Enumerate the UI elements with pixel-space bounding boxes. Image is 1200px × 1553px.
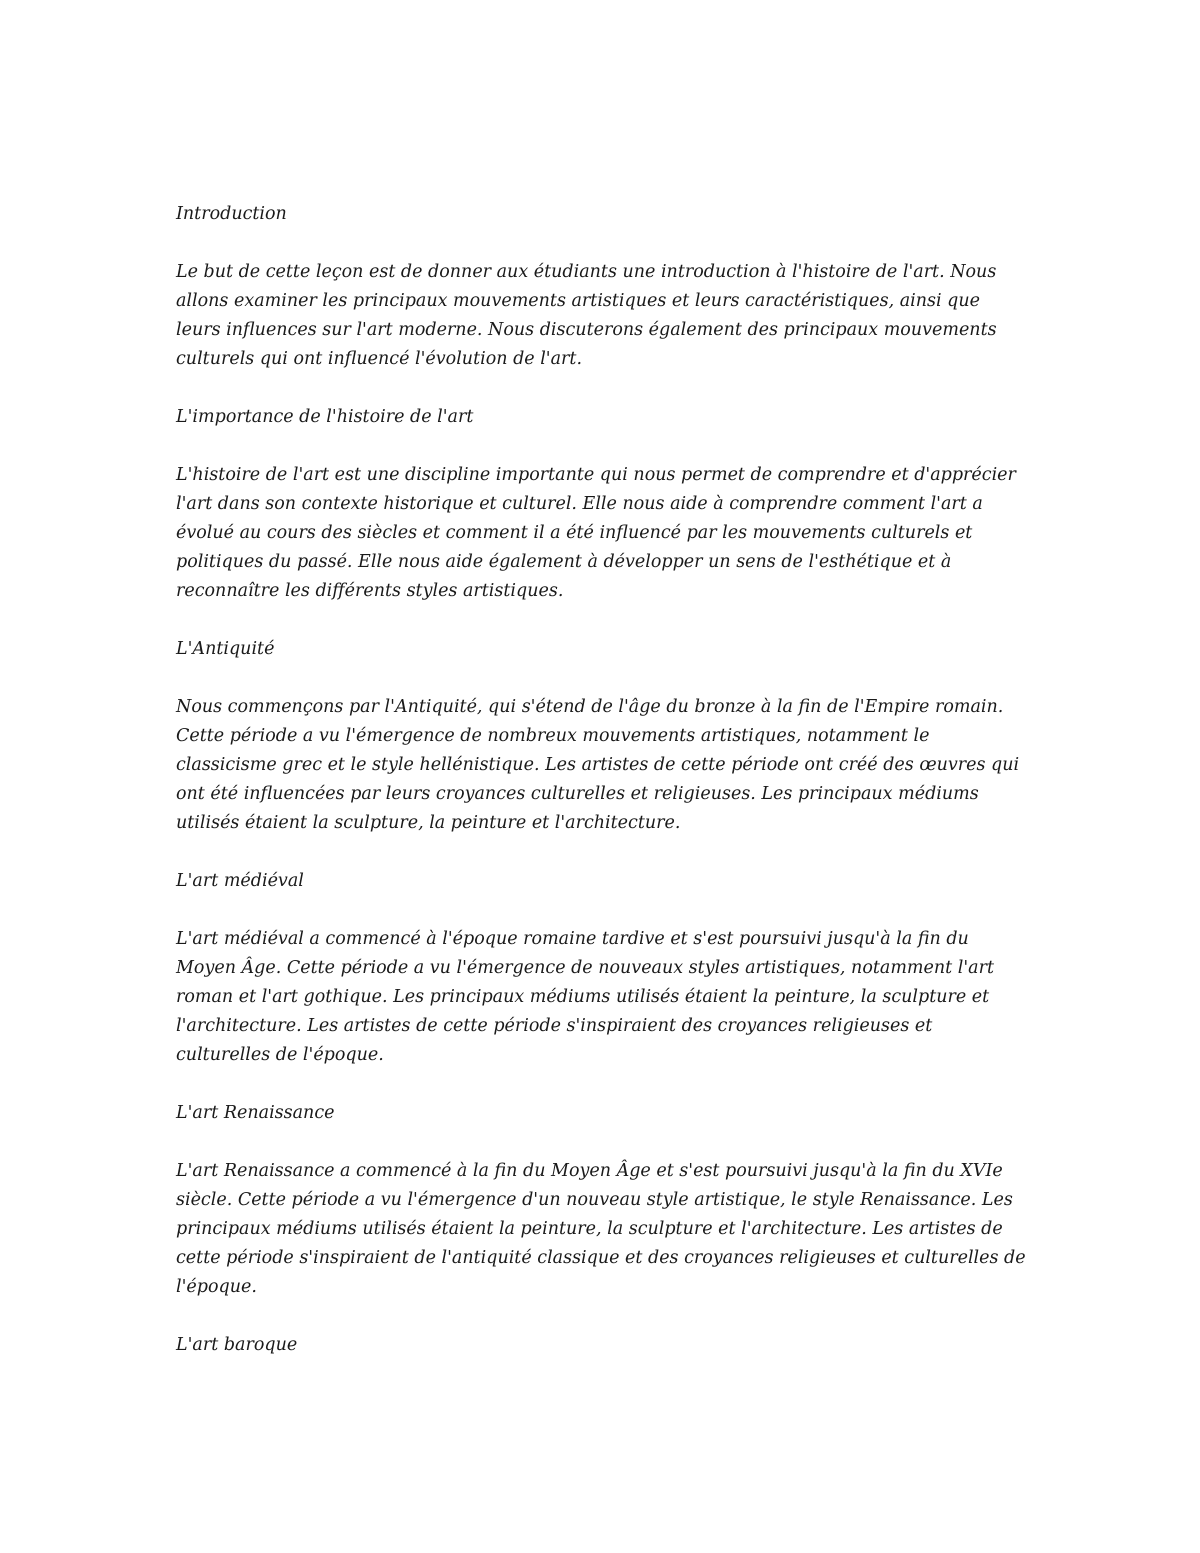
section-paragraph: L'art médiéval a commencé à l'époque romaine tardive et s'est poursuivi jusqu'à la fin du Moyen Âge. Cette période a vu l'émergence de nouveaux styles artistiques, notamment l'art roman et l'art gothique. Les principaux médiums utilisés étaient la peinture, la sculpture et l'architecture. Les artistes de cette période s'inspiraient des croyances religieuses et culturelles de l'époque. xyxy=(176,929,994,1065)
section-heading: L'art Renaissance xyxy=(176,1103,335,1123)
section-paragraph: L'histoire de l'art est une discipline importante qui nous permet de comprendre et d'apprécier l'art dans son contexte historique et culturel. Elle nous aide à comprendre comment l'art a évolué au cours des siècles et comment il a été influencé par les mouvements culturels et politiques du passé. Elle nous aide également à développer un sens de l'esthétique et à reconnaître les différents styles artistiques. xyxy=(176,465,1016,601)
document-content xyxy=(176,200,1026,1389)
section-paragraph: Le but de cette leçon est de donner aux étudiants une introduction à l'histoire de l'art. Nous allons examiner les principaux mouvements artistiques et leurs caractéristiques, ainsi que leurs influences sur l'art moderne. Nous discuterons également des principaux mouvements culturels qui ont influencé l'évolution de l'art. xyxy=(176,262,997,369)
section-heading: L'Antiquité xyxy=(176,639,275,659)
section-heading: L'art baroque xyxy=(176,1335,298,1355)
section-paragraph: Nous commençons par l'Antiquité, qui s'étend de l'âge du bronze à la fin de l'Empire romain. Cette période a vu l'émergence de nombreux mouvements artistiques, notamment le classicisme grec et le style hellénistique. Les artistes de cette période ont créé des œuvres qui ont été influencées par leurs croyances culturelles et religieuses. Les principaux médiums utilisés étaient la sculpture, la peinture et l'architecture. xyxy=(176,697,1020,833)
section-heading: L'art médiéval xyxy=(176,871,304,891)
section-heading: Introduction xyxy=(176,204,287,224)
section-paragraph: L'art Renaissance a commencé à la fin du Moyen Âge et s'est poursuivi jusqu'à la fin du XVIe siècle. Cette période a vu l'émergence d'un nouveau style artistique, le style Renaissance. Les principaux médiums utilisés étaient la peinture, la sculpture et l'architecture. Les artistes de cette période s'inspiraient de l'antiquité classique et des croyances religieuses et culturelles de l'époque. xyxy=(176,1161,1026,1297)
section-heading: L'importance de l'histoire de l'art xyxy=(176,407,474,427)
